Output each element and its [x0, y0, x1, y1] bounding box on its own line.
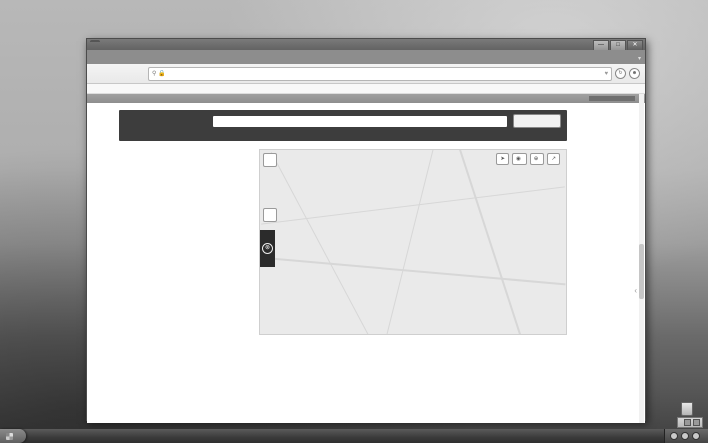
tray-volume-icon[interactable]: [681, 432, 689, 440]
map-road: [260, 257, 565, 286]
map-road: [271, 152, 370, 335]
search-results-panel: [163, 149, 259, 335]
map-road: [455, 149, 528, 335]
fullscreen-button[interactable]: [547, 153, 560, 165]
navigate-icon: ➤: [500, 155, 505, 162]
yandex-map[interactable]: [259, 149, 567, 335]
windows-logo-icon: [6, 433, 13, 440]
scrollbar-thumb[interactable]: [639, 244, 644, 299]
zoom-out-button[interactable]: [263, 208, 277, 222]
site-header-band: [87, 94, 645, 103]
opera-menu-button[interactable]: [90, 40, 100, 42]
tray-network-icon[interactable]: [692, 432, 700, 440]
page-viewport: [87, 94, 645, 423]
taskbar: [0, 429, 708, 443]
close-button[interactable]: ✕: [627, 40, 643, 51]
minimize-button[interactable]: —: [593, 40, 609, 51]
bookmarks-bar: [87, 84, 645, 94]
start-button[interactable]: [0, 429, 26, 443]
language-minimize-button[interactable]: [693, 419, 700, 426]
language-options-button[interactable]: [684, 419, 691, 426]
tab-menu-icon[interactable]: ▾: [637, 56, 641, 62]
map-road: [383, 149, 437, 335]
search-panel: [119, 110, 567, 141]
traffic-light-icon: ◉: [515, 155, 521, 162]
site-pin-icon: ⚲: [152, 71, 157, 77]
language-bar[interactable]: [677, 417, 703, 428]
lock-icon: 🔒: [158, 71, 166, 77]
recycle-bin-icon: [681, 402, 693, 416]
window-titlebar[interactable]: [87, 39, 645, 50]
address-search-input[interactable]: [213, 116, 507, 127]
layers-icon: ⊕: [533, 155, 539, 162]
page-scrollbar[interactable]: [639, 94, 644, 423]
site-header-menu[interactable]: [589, 96, 635, 101]
expand-icon: ↗: [551, 155, 556, 162]
browser-toolbar: [87, 64, 645, 84]
sync-icon[interactable]: ↻: [615, 68, 626, 79]
zoom-in-button[interactable]: [263, 153, 277, 167]
layers-button[interactable]: [530, 153, 545, 165]
geolocation-button[interactable]: [496, 153, 509, 165]
system-tray: [664, 429, 708, 443]
target-icon: ⊗: [262, 243, 273, 254]
address-input[interactable]: [168, 70, 603, 77]
profile-icon[interactable]: ☻: [629, 68, 640, 79]
chevron-left-icon: ‹: [634, 286, 637, 295]
recycle-bin[interactable]: [674, 402, 700, 416]
maximize-button[interactable]: □: [610, 40, 626, 51]
traffic-button[interactable]: [512, 153, 527, 165]
tray-shield-icon[interactable]: [670, 432, 678, 440]
tab-strip: [87, 50, 645, 64]
filters-label: [125, 133, 207, 136]
browser-window: [86, 38, 646, 421]
address-bar[interactable]: [148, 67, 612, 81]
search-button[interactable]: [513, 114, 561, 128]
panel-toggle[interactable]: [260, 230, 275, 267]
bookmark-heart-icon[interactable]: ♥: [604, 70, 608, 77]
